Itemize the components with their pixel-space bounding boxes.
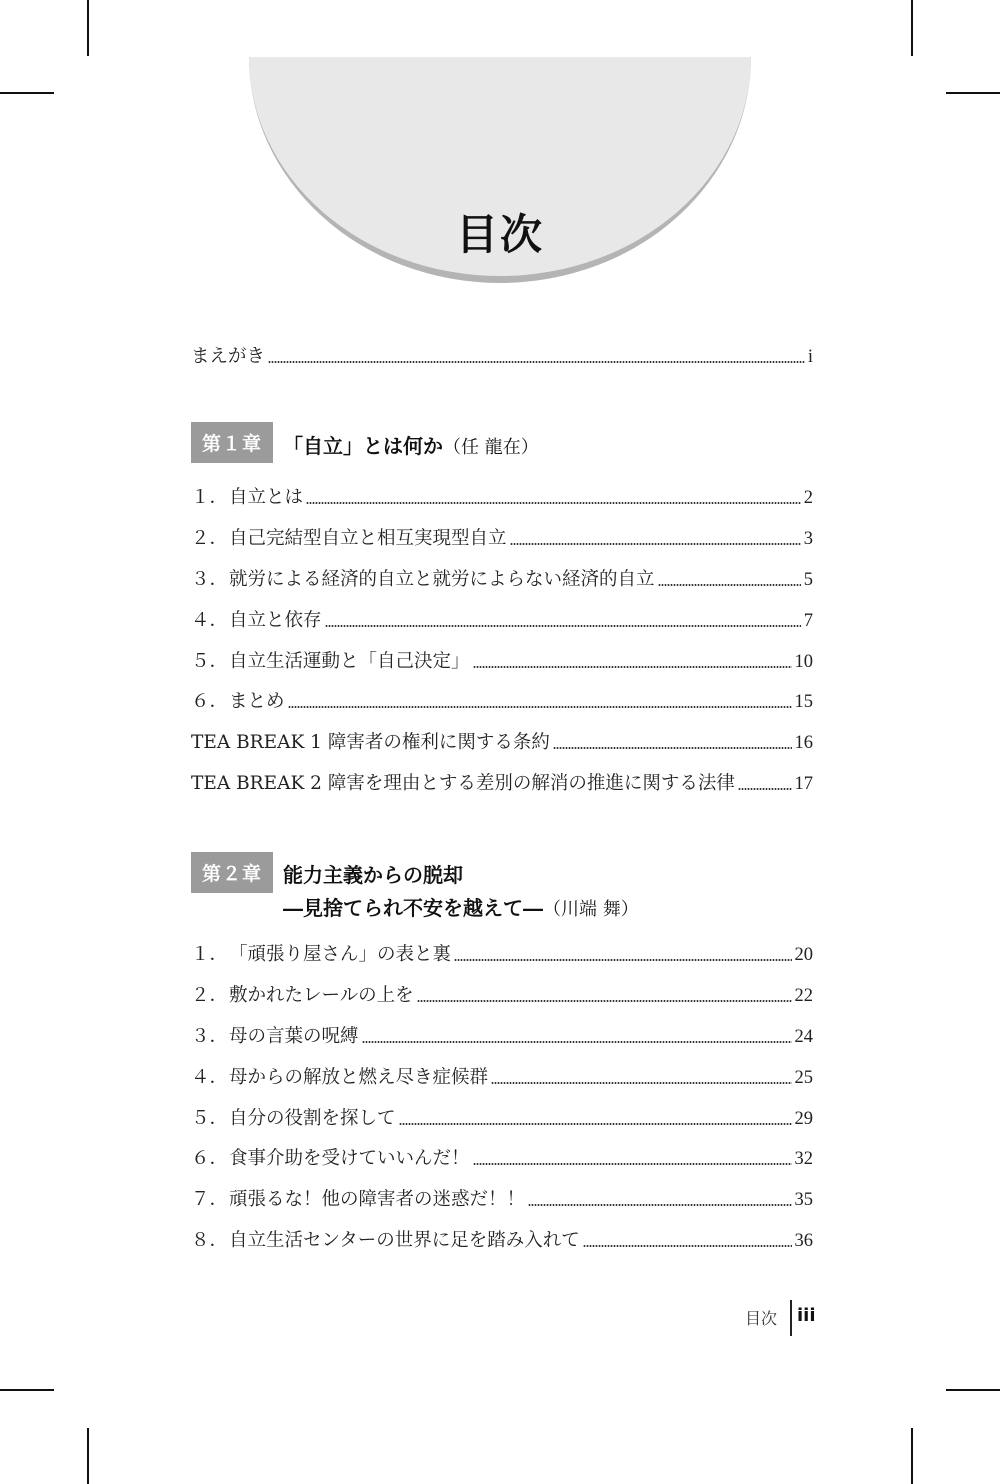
toc-entry-text: 自立と依存 — [229, 610, 322, 631]
toc-entry-page: 25 — [794, 1068, 813, 1088]
toc-entry-label — [191, 1144, 470, 1170]
toc-entry-page: 29 — [794, 1109, 813, 1129]
toc-entry-number: ３． — [191, 1026, 229, 1047]
toc-entry[interactable] — [191, 1226, 813, 1254]
toc-entry-label — [191, 1063, 488, 1089]
toc-entry-label — [191, 940, 451, 966]
leader-dots — [738, 788, 792, 790]
footer-section-label: 目次 — [745, 1309, 778, 1328]
toc-entry-number: ５． — [191, 651, 229, 672]
toc-entry-teabreak[interactable] — [191, 728, 813, 756]
toc-entry-label: TEA BREAK 1 障害者の権利に関する条約 — [191, 732, 550, 753]
leader-dots — [553, 747, 792, 749]
toc-entry-page: i — [807, 347, 813, 367]
toc-entry[interactable] — [191, 1144, 813, 1172]
toc-entry-number: ３． — [191, 569, 229, 590]
toc-entry-number: １． — [191, 944, 229, 965]
leader-dots — [417, 1000, 792, 1002]
toc-entry-page: 2 — [803, 488, 813, 508]
toc-entry-page: 22 — [794, 986, 813, 1006]
toc-entry-number: ４． — [191, 610, 229, 631]
leader-dots — [454, 959, 791, 961]
chapter-author: （川端 舞） — [543, 899, 639, 920]
toc-entry-page: 35 — [794, 1190, 813, 1210]
toc-entry-label — [191, 647, 470, 673]
toc-entry-page: 7 — [803, 611, 813, 631]
toc-entry-text: 自立生活運動と「自己決定」 — [229, 651, 470, 672]
toc-entry[interactable] — [191, 647, 813, 675]
toc-entry-page: 24 — [794, 1027, 813, 1047]
crop-mark — [946, 1389, 1000, 1391]
toc-entry-number: ７． — [191, 1189, 229, 1210]
toc-entry-text: 自分の役割を探して — [229, 1108, 396, 1129]
toc-entry-page: 16 — [794, 733, 813, 753]
toc-entry-label: まえがき — [191, 346, 266, 367]
chapter-title — [283, 859, 639, 921]
toc-entry-label — [191, 687, 285, 713]
chapter-title-text: 能力主義からの脱却 — [283, 863, 463, 887]
leader-dots — [325, 625, 801, 627]
toc-entry[interactable] — [191, 524, 813, 552]
toc-entry-page: 5 — [803, 570, 813, 590]
toc-entry-page: 36 — [794, 1231, 813, 1251]
toc-entry-number: ２． — [191, 985, 229, 1006]
toc-entry-label — [191, 483, 303, 509]
toc-entry-page: 20 — [794, 945, 813, 965]
toc-entry-label — [191, 1022, 359, 1048]
leader-dots — [362, 1041, 792, 1043]
crop-mark — [911, 1428, 913, 1484]
toc-entry-text: 食事介助を受けていいんだ！ — [229, 1148, 470, 1169]
toc-entry-teabreak[interactable] — [191, 769, 813, 797]
toc-entry-number: ８． — [191, 1230, 229, 1251]
footer-divider — [790, 1300, 792, 1336]
leader-dots — [306, 502, 801, 504]
toc-entry-number: ４． — [191, 1067, 229, 1088]
toc-entry-number: ５． — [191, 1108, 229, 1129]
toc-entry-number: １． — [191, 487, 229, 508]
crop-mark — [87, 1428, 89, 1484]
leader-dots — [268, 361, 805, 363]
toc-entry-label — [191, 565, 655, 591]
toc-entry-label — [191, 524, 507, 550]
toc-entry-text: 自立とは — [229, 487, 304, 508]
toc-entry-page: 3 — [803, 529, 813, 549]
toc-entry[interactable] — [191, 1022, 813, 1050]
chapter-badge: 第２章 — [191, 852, 273, 893]
crop-mark — [0, 1389, 54, 1391]
toc-entry-page: 15 — [794, 692, 813, 712]
toc-entry-page: 32 — [794, 1149, 813, 1169]
toc-entry-label — [191, 1185, 525, 1211]
toc-entry-number: ６． — [191, 691, 229, 712]
toc-entry-page: 10 — [794, 652, 813, 672]
toc-entry-text: まとめ — [229, 691, 285, 712]
toc-entry-text: 頑張るな！他の障害者の迷惑だ！！ — [229, 1189, 526, 1210]
leader-dots — [491, 1082, 791, 1084]
leader-dots — [528, 1204, 791, 1206]
toc-entry[interactable] — [191, 1185, 813, 1213]
toc-entry-text: 就労による経済的自立と就労によらない経済的自立 — [229, 569, 655, 590]
toc-entry[interactable] — [191, 940, 813, 968]
chapter-title-text: 「自立」とは何か — [283, 434, 443, 458]
toc-entry-label — [191, 1226, 580, 1252]
toc-entry[interactable] — [191, 483, 813, 511]
page-title: 目次 — [455, 210, 544, 259]
toc-entry[interactable] — [191, 687, 813, 715]
toc-entry-text: 「頑張り屋さん」の表と裏 — [229, 944, 452, 965]
toc-entry-page: 17 — [794, 774, 813, 794]
toc-entry-number: ２． — [191, 528, 229, 549]
toc-entry-text: 自己完結型自立と相互実現型自立 — [229, 528, 507, 549]
toc-entry-text: 母の言葉の呪縛 — [229, 1026, 359, 1047]
toc-entry-number: ６． — [191, 1148, 229, 1169]
toc-entry[interactable] — [191, 1063, 813, 1091]
leader-dots — [510, 543, 801, 545]
leader-dots — [583, 1245, 792, 1247]
chapter-author: （任 龍在） — [443, 437, 539, 458]
leader-dots — [473, 666, 792, 668]
leader-dots — [399, 1123, 792, 1125]
leader-dots — [288, 706, 792, 708]
chapter-badge: 第１章 — [191, 422, 273, 463]
toc-entry[interactable] — [191, 565, 813, 593]
toc-entry[interactable] — [191, 981, 813, 1009]
toc-entry-text: 自立生活センターの世界に足を踏み入れて — [229, 1230, 580, 1251]
toc-entry-text: 母からの解放と燃え尽き症候群 — [229, 1067, 489, 1088]
leader-dots — [658, 584, 801, 586]
toc-entry-label — [191, 1104, 396, 1130]
toc-entry[interactable] — [191, 1104, 813, 1132]
chapter-subtitle: ―見捨てられ不安を越えて― — [283, 896, 543, 920]
toc-entry-text: 敷かれたレールの上を — [229, 985, 414, 1006]
leader-dots — [473, 1163, 792, 1165]
toc-entry[interactable] — [191, 606, 813, 634]
toc-entry-preface[interactable] — [191, 342, 813, 370]
toc-entry-label — [191, 606, 322, 632]
page-number: iii — [797, 1305, 816, 1326]
toc-entry-label — [191, 981, 414, 1007]
chapter-title — [283, 430, 539, 459]
toc-entry-label: TEA BREAK 2 障害を理由とする差別の解消の推進に関する法律 — [191, 773, 735, 794]
